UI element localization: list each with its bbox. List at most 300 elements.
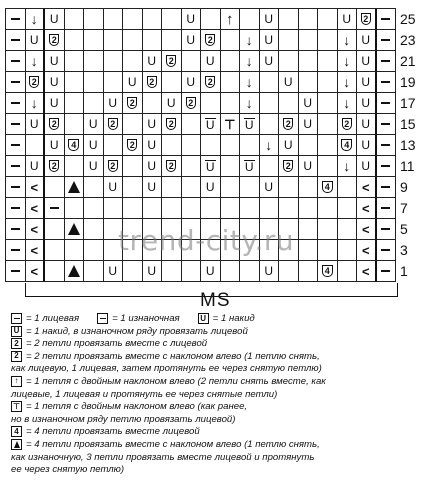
yarn-over-symbol: U	[147, 180, 157, 194]
chart-cell	[143, 114, 163, 135]
chart-cell	[221, 135, 241, 156]
chart-cell	[377, 219, 397, 240]
chart-cell	[123, 198, 143, 219]
row-number: 9	[400, 178, 408, 195]
chart-cell	[299, 9, 319, 30]
legend-four-left-icon	[11, 439, 22, 450]
chart-cell	[357, 93, 377, 114]
row-number: 3	[400, 241, 408, 258]
yarn-over-symbol: U	[361, 138, 371, 152]
chart-cell	[299, 156, 319, 177]
chart-cell	[182, 177, 202, 198]
chart-cell	[143, 30, 163, 51]
row-number: 23	[400, 31, 416, 48]
chart-cell	[299, 240, 319, 261]
knit-symbol	[381, 144, 390, 146]
row-number: 1	[400, 262, 408, 279]
arrow-down-symbol: ↓	[343, 158, 351, 174]
chart-cell	[240, 114, 260, 135]
two-together-symbol: 2	[127, 139, 137, 151]
yarn-over-symbol: U	[361, 54, 371, 68]
yarn-over-symbol: U	[303, 96, 313, 110]
chart-cell	[26, 114, 46, 135]
chart-cell	[338, 198, 358, 219]
legend-two-together-icon: 2	[11, 338, 22, 349]
chart-cell	[26, 240, 46, 261]
row-number: 5	[400, 220, 408, 237]
knit-symbol	[11, 249, 20, 251]
chart-cell	[45, 177, 65, 198]
chart-cell	[162, 30, 182, 51]
chart-cell	[377, 156, 397, 177]
legend-line	[11, 313, 427, 326]
chart-cell	[201, 51, 221, 72]
four-together-left-symbol	[68, 223, 80, 235]
legend-double-decrease-knit-icon: ⊤	[11, 401, 22, 412]
chart-cell	[162, 198, 182, 219]
chart-cell	[84, 240, 104, 261]
chart-cell	[260, 30, 280, 51]
chart-cell	[377, 198, 397, 219]
two-together-symbol: 2	[147, 76, 157, 88]
chart-cell	[201, 9, 221, 30]
chart-cell	[6, 240, 26, 261]
chart-cell	[26, 72, 46, 93]
chart-cell	[182, 93, 202, 114]
chart-cell	[279, 135, 299, 156]
chart-cell	[279, 261, 299, 282]
chart-cell	[84, 156, 104, 177]
chart-cell	[357, 198, 377, 219]
arrow-down-symbol: ↓	[245, 53, 253, 69]
legend-yarn-over-icon: U	[198, 313, 209, 324]
chart-cell	[299, 114, 319, 135]
knit-symbol	[50, 207, 59, 209]
chart-cell	[377, 135, 397, 156]
chart-cell	[299, 261, 319, 282]
chart-cell	[299, 198, 319, 219]
chart-cell	[65, 198, 85, 219]
chart-cell	[221, 156, 241, 177]
chart-cell	[318, 135, 338, 156]
chart-cell	[260, 114, 280, 135]
chart-cell	[6, 93, 26, 114]
two-together-symbol: 2	[166, 55, 176, 67]
yarn-over-symbol: U	[147, 117, 157, 131]
yarn-over-symbol: U	[49, 138, 59, 152]
arrow-down-symbol: ↓	[245, 74, 253, 90]
chart-cell	[26, 156, 46, 177]
chart-cell	[26, 30, 46, 51]
knit-symbol	[381, 165, 390, 167]
chart-cell	[377, 240, 397, 261]
arrow-down-symbol: ↓	[343, 53, 351, 69]
arrow-down-symbol: ↓	[343, 32, 351, 48]
chart-cell	[65, 93, 85, 114]
four-together-symbol: 4	[68, 139, 79, 151]
chart-cell	[221, 51, 241, 72]
legend-text: но в изнаночном ряду петлю провязать лицевой)	[11, 413, 236, 425]
chart-cell	[104, 156, 124, 177]
legend-line	[11, 439, 427, 452]
chart-cell	[318, 93, 338, 114]
two-together-symbol: 2	[283, 160, 293, 172]
chart-cell	[201, 198, 221, 219]
double-decrease-symbol: ↑	[226, 10, 234, 28]
two-together-symbol: 2	[342, 118, 352, 130]
chart-cell	[221, 93, 241, 114]
chart-cell	[299, 177, 319, 198]
yarn-over-symbol: U	[342, 12, 352, 26]
yarn-over-symbol: U	[205, 264, 215, 278]
arrow-down-symbol: ↓	[30, 11, 38, 27]
arrow-down-symbol: ↓	[30, 95, 38, 111]
chart-cell	[162, 114, 182, 135]
yarn-over-symbol: U	[147, 54, 157, 68]
chart-cell	[240, 156, 260, 177]
chart-cell	[377, 51, 397, 72]
row-number: 15	[400, 115, 416, 132]
chart-cell	[338, 114, 358, 135]
chart-cell	[45, 135, 65, 156]
chart-cell	[104, 135, 124, 156]
chart-cell	[162, 177, 182, 198]
yarn-over-symbol: U	[264, 264, 274, 278]
chart-cell	[338, 177, 358, 198]
chart-cell	[240, 51, 260, 72]
yarn-over-symbol: U	[361, 75, 371, 89]
chart-cell	[201, 135, 221, 156]
row-number: 11	[400, 157, 415, 174]
knit-symbol	[11, 270, 20, 272]
chart-cell	[104, 9, 124, 30]
yarn-over-symbol: U	[303, 159, 313, 173]
chart-cell	[182, 156, 202, 177]
legend-line	[11, 426, 427, 439]
chart-cell	[65, 219, 85, 240]
chart-cell	[104, 30, 124, 51]
arrow-down-symbol: ↓	[245, 95, 253, 111]
chart-cell	[338, 9, 358, 30]
chart-cell	[299, 72, 319, 93]
two-together-symbol: 2	[108, 118, 118, 130]
yarn-over-symbol: U	[264, 180, 274, 194]
chart-cell	[6, 9, 26, 30]
four-together-symbol: 4	[322, 181, 333, 193]
yarn-over-symbol: U	[361, 159, 371, 173]
chart-cell	[377, 72, 397, 93]
yarn-over-knit-symbol: U	[244, 159, 254, 174]
knit-symbol	[381, 186, 390, 188]
yarn-over-symbol: U	[361, 96, 371, 110]
chart-cell	[26, 135, 46, 156]
yarn-over-symbol: U	[49, 54, 59, 68]
knit-symbol	[381, 39, 390, 41]
yarn-over-symbol: U	[205, 180, 215, 194]
chart-cell	[45, 219, 65, 240]
chart-cell	[143, 177, 163, 198]
chart-cell	[240, 30, 260, 51]
two-together-symbol: 2	[166, 118, 176, 130]
chart-cell	[240, 72, 260, 93]
row-number: 19	[400, 73, 416, 90]
chart-cell	[279, 72, 299, 93]
yarn-over-symbol: U	[29, 159, 39, 173]
chart-cell	[279, 156, 299, 177]
chart-cell	[123, 51, 143, 72]
chart-cell	[26, 198, 46, 219]
chart-cell	[221, 30, 241, 51]
knit-symbol	[11, 18, 20, 20]
chart-cell	[240, 93, 260, 114]
yarn-over-symbol: U	[264, 33, 274, 47]
chart-cell	[318, 156, 338, 177]
yarn-over-symbol: U	[205, 54, 215, 68]
chart-cell	[240, 261, 260, 282]
legend-text: = 4 петли провязать вместе с наклоном влево (1 петлю снять,	[26, 438, 320, 450]
chart-cell	[318, 114, 338, 135]
double-decrease-knit-symbol: ⊤	[224, 116, 236, 132]
chart-cell	[318, 261, 338, 282]
two-together-symbol: 2	[186, 97, 196, 109]
chart-cell	[260, 9, 280, 30]
chart-cell	[182, 114, 202, 135]
knit-symbol	[11, 60, 20, 62]
yarn-over-symbol: U	[147, 159, 157, 173]
chart-cell	[123, 135, 143, 156]
chart-cell	[357, 156, 377, 177]
chart-cell	[123, 9, 143, 30]
knit-symbol	[11, 81, 20, 83]
chart-cell	[6, 72, 26, 93]
chart-cell	[143, 198, 163, 219]
chart-cell	[84, 261, 104, 282]
legend-text: = 1 петля с двойным наклоном влево (как ранее,	[26, 401, 248, 413]
yarn-over-symbol: U	[88, 159, 98, 173]
yarn-over-symbol: U	[186, 12, 196, 26]
chart-cell	[65, 135, 85, 156]
four-together-symbol: 4	[322, 265, 333, 277]
chart-cell	[299, 135, 319, 156]
yarn-over-symbol: U	[264, 54, 274, 68]
legend-line	[11, 401, 427, 414]
chart-cell	[357, 30, 377, 51]
chart-cell	[201, 72, 221, 93]
chart-cell	[143, 51, 163, 72]
chart-cell	[240, 135, 260, 156]
yarn-over-symbol: U	[88, 138, 98, 152]
chart-cell	[162, 93, 182, 114]
yarn-over-symbol: U	[166, 96, 176, 110]
yarn-over-symbol: U	[108, 96, 118, 110]
chart-cell	[221, 177, 241, 198]
legend-text: как изнаночную, 3 петли провязать вместе лицевой и протянуть	[11, 451, 315, 463]
yarn-over-symbol: U	[29, 33, 39, 47]
chart-cell	[143, 156, 163, 177]
chart-cell	[260, 261, 280, 282]
chart-cell	[123, 114, 143, 135]
chart-cell	[357, 9, 377, 30]
chart-cell	[377, 114, 397, 135]
row-number: 17	[400, 94, 416, 111]
knit-symbol	[381, 207, 390, 209]
chart-cell	[279, 30, 299, 51]
chart-cell	[65, 156, 85, 177]
chart-cell	[338, 72, 358, 93]
chart-cell	[6, 135, 26, 156]
legend-line	[11, 363, 427, 376]
yarn-over-symbol: U	[283, 75, 293, 89]
chart-cell	[260, 177, 280, 198]
chart-cell	[279, 51, 299, 72]
chart-cell	[318, 51, 338, 72]
chart-cell	[45, 156, 65, 177]
decrease-left-symbol: <	[30, 242, 39, 258]
chart-cell	[6, 30, 26, 51]
row-number: 7	[400, 199, 408, 216]
chart-cell	[26, 177, 46, 198]
knit-symbol	[381, 102, 390, 104]
chart-cell	[143, 135, 163, 156]
chart-cell	[201, 261, 221, 282]
chart-cell	[84, 72, 104, 93]
chart-cell	[45, 261, 65, 282]
two-together-symbol: 2	[49, 160, 59, 172]
legend	[11, 313, 427, 477]
row-number: 25	[400, 10, 416, 27]
arrow-down-symbol: ↓	[30, 53, 38, 69]
legend-four-together-icon: 4	[11, 426, 22, 437]
chart-cell	[6, 261, 26, 282]
chart-cell	[357, 177, 377, 198]
chart-cell	[162, 72, 182, 93]
legend-line	[11, 414, 427, 427]
chart-cell	[377, 93, 397, 114]
chart-cell	[45, 9, 65, 30]
chart-cell	[318, 198, 338, 219]
chart-cell	[123, 72, 143, 93]
yarn-over-symbol: U	[108, 264, 118, 278]
chart-cell	[182, 198, 202, 219]
chart-cell	[182, 261, 202, 282]
yarn-over-symbol: U	[186, 33, 196, 47]
legend-text: = 1 лицевая	[26, 313, 80, 324]
four-together-symbol: 4	[341, 139, 352, 151]
knit-symbol	[11, 123, 20, 125]
legend-line	[11, 452, 427, 465]
four-together-left-symbol	[68, 181, 80, 193]
legend-line	[11, 351, 427, 364]
chart-cell	[260, 198, 280, 219]
chart-cell	[84, 135, 104, 156]
two-together-symbol: 2	[205, 34, 215, 46]
chart-cell	[104, 261, 124, 282]
chart-cell	[162, 135, 182, 156]
chart-cell	[318, 219, 338, 240]
decrease-left-symbol: <	[30, 179, 39, 195]
legend-line	[11, 464, 427, 477]
chart-cell	[6, 51, 26, 72]
chart-cell	[279, 114, 299, 135]
legend-text: = 1 накид	[212, 313, 255, 324]
chart-cell	[6, 219, 26, 240]
yarn-over-symbol: U	[127, 75, 137, 89]
chart-cell	[26, 93, 46, 114]
watermark-text: trend-city.ru	[118, 224, 295, 257]
legend-text: как лицевую, 1 лицевая, затем протянуть ее через снятую петлю)	[11, 363, 322, 375]
decrease-left-symbol: <	[361, 242, 370, 258]
chart-cell	[338, 261, 358, 282]
chart-cell	[45, 240, 65, 261]
chart-cell	[143, 261, 163, 282]
chart-cell	[318, 9, 338, 30]
chart-cell	[84, 9, 104, 30]
chart-cell	[65, 9, 85, 30]
chart-cell	[45, 72, 65, 93]
chart-cell	[162, 156, 182, 177]
knit-symbol	[381, 249, 390, 251]
chart-cell	[260, 72, 280, 93]
chart-cell	[143, 93, 163, 114]
two-together-symbol: 2	[166, 160, 176, 172]
legend-text: = 1 изнаночная	[112, 313, 180, 324]
chart-cell	[182, 51, 202, 72]
chart-cell	[45, 30, 65, 51]
yarn-over-symbol: U	[108, 180, 118, 194]
chart-cell	[6, 177, 26, 198]
chart-cell	[84, 114, 104, 135]
chart-cell	[338, 51, 358, 72]
yarn-over-symbol: U	[147, 264, 157, 278]
row-number: 21	[400, 52, 416, 69]
decrease-left-symbol: <	[30, 200, 39, 216]
legend-text: = 1 петля с двойным наклоном влево (2 петли снять вместе, как	[26, 375, 326, 387]
chart-cell	[201, 177, 221, 198]
two-together-symbol: 2	[283, 118, 293, 130]
chart-cell	[45, 51, 65, 72]
chart-cell	[357, 261, 377, 282]
legend-line	[11, 376, 427, 389]
chart-cell	[318, 30, 338, 51]
yarn-over-symbol: U	[147, 138, 157, 152]
chart-cell	[182, 30, 202, 51]
chart-cell	[182, 72, 202, 93]
knit-symbol	[381, 270, 390, 272]
chart-cell	[338, 219, 358, 240]
ms-label: MS	[200, 290, 231, 311]
chart-cell	[143, 9, 163, 30]
two-together-symbol: 2	[49, 34, 59, 46]
legend-double-decrease-icon: ↑	[11, 376, 22, 387]
yarn-over-symbol: U	[49, 12, 59, 26]
chart-cell	[240, 198, 260, 219]
chart-cell	[201, 156, 221, 177]
chart-cell	[84, 30, 104, 51]
decrease-left-symbol: <	[361, 200, 370, 216]
knit-symbol	[381, 18, 390, 20]
chart-cell	[182, 135, 202, 156]
two-together-symbol: 2	[205, 76, 215, 88]
chart-cell	[338, 240, 358, 261]
chart-cell	[299, 93, 319, 114]
chart-cell	[84, 93, 104, 114]
chart-cell	[377, 177, 397, 198]
chart-cell	[318, 177, 338, 198]
row-numbers-column	[400, 8, 416, 281]
yarn-over-knit-symbol: U	[244, 117, 254, 132]
legend-knit-icon	[11, 313, 22, 324]
chart-cell	[357, 240, 377, 261]
